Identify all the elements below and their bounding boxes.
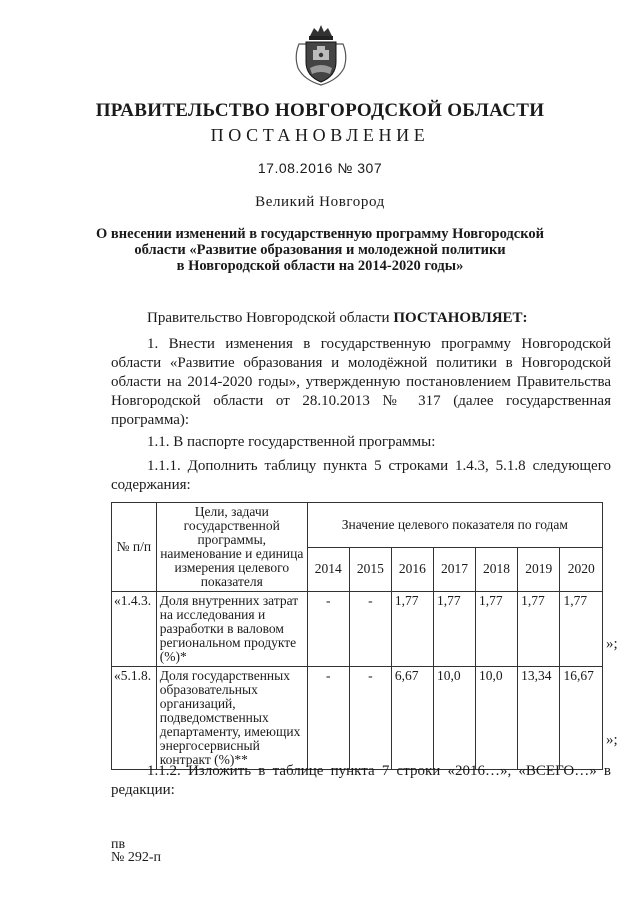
intro-decides: ПОСТАНОВЛЯЕТ: (393, 310, 528, 326)
row-number: «1.4.3. (112, 592, 157, 667)
column-header-number: № п/п (112, 503, 157, 592)
year-header: 2015 (349, 547, 391, 592)
year-header: 2020 (560, 547, 603, 592)
row-value: - (307, 592, 349, 667)
intro-prefix: Правительство Новгородской области (147, 310, 394, 326)
row-value: 16,67 (560, 667, 603, 770)
row-value: 6,67 (391, 667, 433, 770)
year-header: 2014 (307, 547, 349, 592)
document-type: ПОСТАНОВЛЕНИЕ (210, 125, 430, 145)
intro-paragraph (111, 309, 611, 328)
year-header: 2018 (476, 547, 518, 592)
date-number: 17.08.2016 № 307 (257, 160, 383, 176)
indicators-table (111, 502, 603, 770)
row-value: 1,77 (391, 592, 433, 667)
row-value: 1,77 (518, 592, 560, 667)
table-row (112, 667, 603, 770)
subject-line: области «Развитие образования и молодежной политики (134, 242, 506, 258)
row-value: 10,0 (433, 667, 475, 770)
row-value: 10,0 (476, 667, 518, 770)
decree-subject (0, 226, 640, 274)
paragraph-1-1: 1.1. В паспорте государственной программы: (147, 434, 436, 450)
paragraph-1-1-2: 1.1.2. Изложить в таблице пункта 7 строки «2016…», «ВСЕГО…» в редакции: (111, 763, 611, 798)
row-value: 1,77 (476, 592, 518, 667)
row-value: 1,77 (433, 592, 475, 667)
table-row (112, 592, 603, 667)
subject-line: в Новгородской области на 2014-2020 годы» (176, 258, 464, 274)
row-closer: »; (606, 732, 618, 748)
coat-of-arms-icon (290, 22, 352, 88)
subject-line: О внесении изменений в государственную программу Новгородской (96, 226, 544, 242)
row-value: - (349, 592, 391, 667)
year-header: 2019 (518, 547, 560, 592)
row-value: 1,77 (560, 592, 603, 667)
city: Великий Новгород (255, 194, 385, 210)
row-goal: Доля государственных образовательных организаций, подведомственных департаменту, имеющих энергосервисный контракт (%)** (156, 667, 307, 770)
footer-code: № 292-п (111, 850, 162, 865)
year-header: 2017 (433, 547, 475, 592)
row-value: 13,34 (518, 667, 560, 770)
column-header-goal: Цели, задачи государственной программы, наименование и единица измерения целевого показателя (156, 503, 307, 592)
column-header-values: Значение целевого показателя по годам (307, 503, 602, 548)
year-header: 2016 (391, 547, 433, 592)
paragraph-1: 1. Внести изменения в государственную программу Новгородской области «Развитие образования и молодёжной политики в Новгородской области на 2014-2020 годы», утвержденную постановлением Правительства Новгородской области от 28.10.2013 № 317 (далее государственная программа): (111, 336, 611, 428)
footer-initials: пв (111, 837, 126, 852)
row-value: - (307, 667, 349, 770)
row-goal: Доля внутренних затрат на исследования и разработки в валовом региональном продукте (%)* (156, 592, 307, 667)
paragraph-1-1-1: 1.1.1. Дополнить таблицу пункта 5 строками 1.4.3, 5.1.8 следующего содержания: (111, 458, 611, 493)
row-value: - (349, 667, 391, 770)
government-title: ПРАВИТЕЛЬСТВО НОВГОРОДСКОЙ ОБЛАСТИ (95, 100, 545, 121)
row-number: «5.1.8. (112, 667, 157, 770)
row-closer: »; (606, 636, 618, 652)
